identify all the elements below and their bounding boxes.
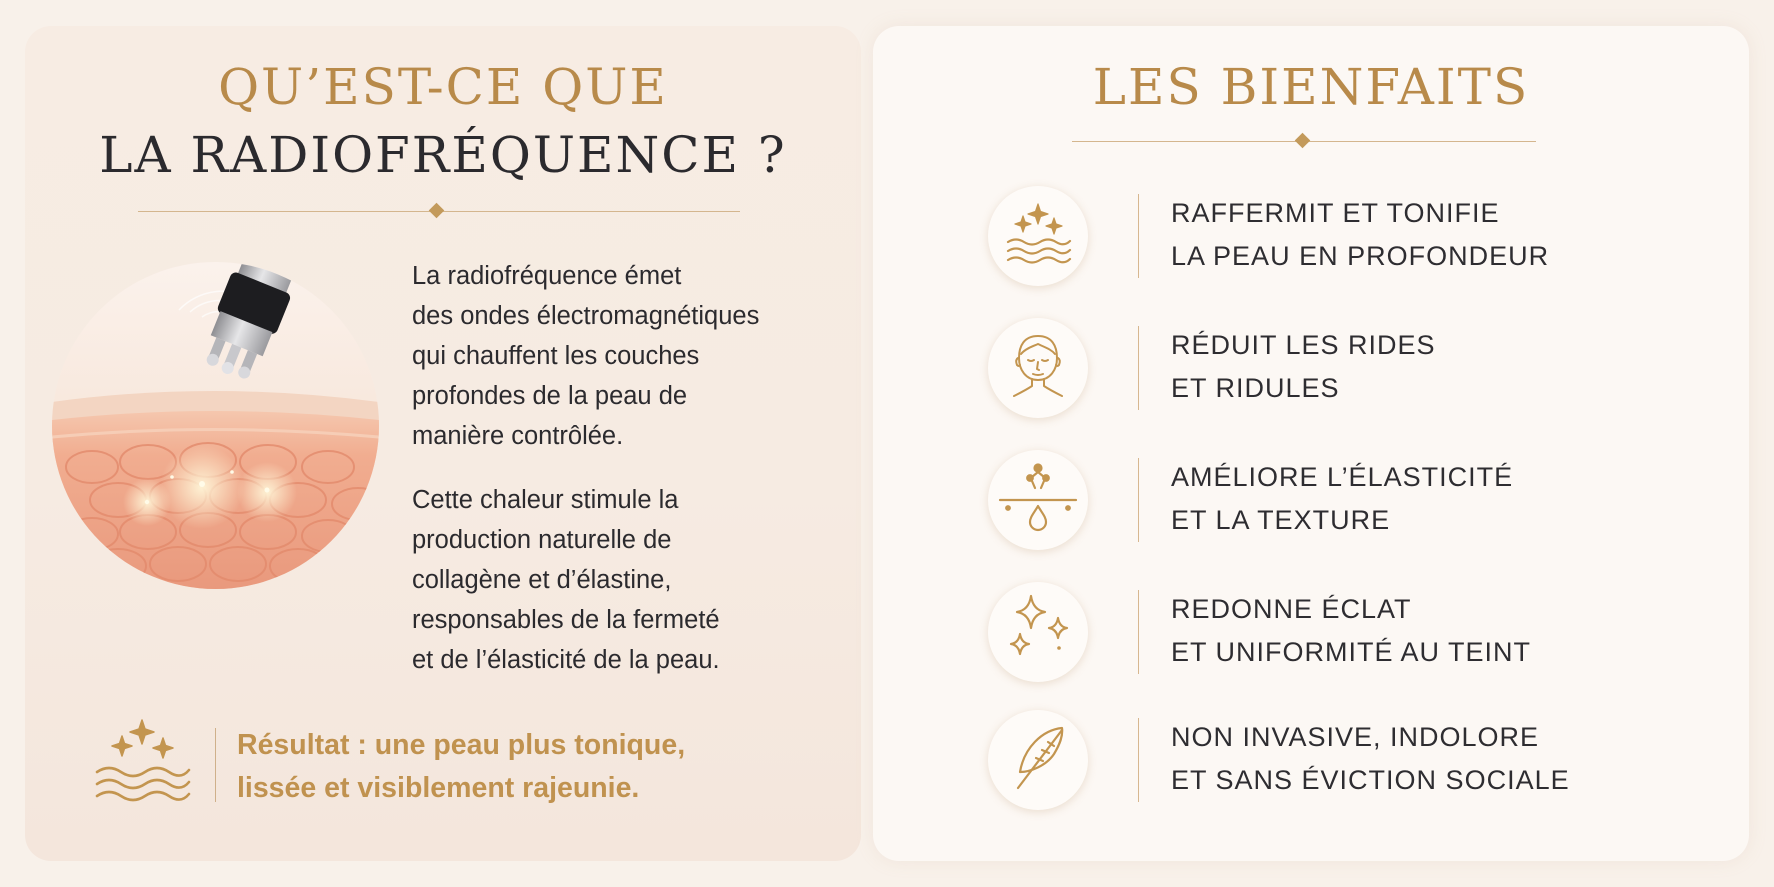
benefit-line: ET LA TEXTURE	[1171, 505, 1391, 535]
sparkles-waves-icon	[988, 186, 1088, 286]
benefit-line: LA PEAU EN PROFONDEUR	[1171, 241, 1550, 271]
result-line: lissée et visiblement rajeunie.	[237, 772, 640, 804]
benefit-item	[988, 186, 1708, 286]
benefit-line: NON INVASIVE, INDOLORE	[1171, 722, 1540, 752]
sparkles-waves-icon	[92, 712, 192, 806]
benefit-line: ET RIDULES	[1171, 373, 1340, 403]
benefit-line: RAFFERMIT ET TONIFIE	[1171, 198, 1500, 228]
benefits-title: LES BIENFAITS	[1092, 58, 1530, 116]
benefit-text	[1171, 588, 1531, 674]
text-line: qui chauffent les couches	[412, 342, 700, 370]
text-line: manière contrôlée.	[412, 422, 624, 450]
benefit-text	[1171, 716, 1570, 802]
text-line: profondes de la peau de	[412, 382, 688, 410]
benefit-line: ET UNIFORMITÉ AU TEINT	[1171, 637, 1532, 667]
skin-drop-icon	[988, 450, 1088, 550]
benefit-separator	[1138, 326, 1139, 410]
benefit-line: AMÉLIORE L’ÉLASTICITÉ	[1171, 462, 1514, 492]
benefit-separator	[1138, 194, 1139, 278]
feather-icon	[988, 710, 1088, 810]
result-text	[237, 724, 685, 810]
text-line: collagène et d’élastine,	[412, 566, 672, 594]
result-separator	[215, 728, 216, 802]
benefit-item	[988, 450, 1708, 550]
text-line: La radiofréquence émet	[412, 262, 682, 290]
benefit-line: REDONNE ÉCLAT	[1171, 594, 1412, 624]
benefit-line: ET SANS ÉVICTION SOCIALE	[1171, 765, 1570, 795]
result-line: Résultat : une peau plus tonique,	[237, 729, 686, 761]
title-line-1: QU’EST-CE QUE	[218, 58, 668, 116]
benefit-line: RÉDUIT LES RIDES	[1171, 330, 1436, 360]
benefit-text	[1171, 192, 1549, 278]
benefit-item	[988, 318, 1708, 418]
benefit-separator	[1138, 718, 1139, 802]
face-icon	[988, 318, 1088, 418]
benefit-separator	[1138, 590, 1139, 674]
sparkles-icon	[988, 582, 1088, 682]
description-paragraph-1	[412, 256, 852, 456]
benefit-text	[1171, 456, 1513, 542]
text-line: production naturelle de	[412, 526, 672, 554]
benefit-item	[988, 710, 1708, 810]
text-line: responsables de la fermeté	[412, 606, 720, 634]
title-line-2: LA RADIOFRÉQUENCE ?	[99, 126, 787, 184]
description-paragraph-2	[412, 480, 852, 680]
benefit-item	[988, 582, 1708, 682]
benefit-separator	[1138, 458, 1139, 542]
radiofrequency-device-illustration	[52, 262, 379, 589]
text-line: Cette chaleur stimule la	[412, 486, 679, 514]
benefit-text	[1171, 324, 1436, 410]
text-line: et de l’élasticité de la peau.	[412, 646, 720, 674]
text-line: des ondes électromagnétiques	[412, 302, 760, 330]
